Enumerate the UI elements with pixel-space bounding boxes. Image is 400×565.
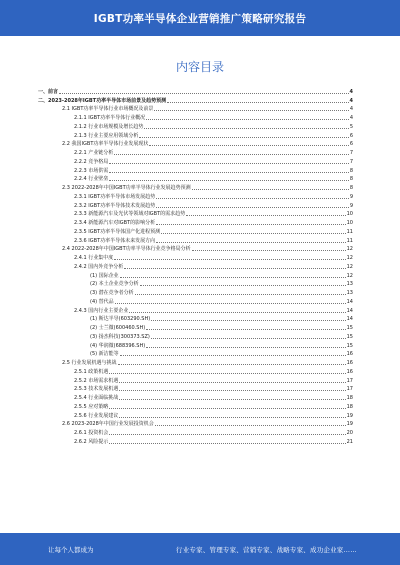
- toc-entry-page: 17: [346, 377, 353, 384]
- toc-entry[interactable]: [38, 427, 353, 436]
- toc-leader-dots: [146, 347, 345, 348]
- toc-entry[interactable]: [38, 191, 353, 200]
- toc-entry-page: 14: [346, 298, 353, 305]
- report-title: IGBT功率半导体企业营销推广策略研究报告: [93, 12, 307, 25]
- toc-entry[interactable]: [38, 340, 353, 349]
- toc-leader-dots: [119, 417, 345, 418]
- toc-entry-page: 18: [346, 403, 353, 410]
- toc-leader-dots: [109, 172, 349, 173]
- toc-entry[interactable]: [38, 112, 353, 121]
- toc-leader-dots: [167, 102, 348, 103]
- toc-leader-dots: [114, 154, 349, 155]
- toc-entry-label: 二、2023-2028年IGBT功率半导体市场前景及趋势预测: [38, 97, 167, 104]
- toc-entry-label: 2.6 2023-2028年中国行业发展投资机会: [62, 421, 154, 428]
- toc-leader-dots: [120, 277, 346, 278]
- toc-entry-label: 2.3.1 IGBT功率半导体市场发展趋势: [74, 193, 156, 200]
- toc-entry[interactable]: [38, 226, 353, 235]
- toc-leader-dots: [109, 180, 349, 181]
- toc-entry-page: 15: [346, 342, 353, 349]
- toc-entry[interactable]: [38, 86, 353, 95]
- toc-leader-dots: [146, 119, 349, 120]
- toc-entry[interactable]: [38, 279, 353, 288]
- toc-entry-label: 2.2.1 产业链分析: [74, 150, 114, 156]
- toc-entry[interactable]: [38, 209, 353, 218]
- toc-leader-dots: [114, 259, 345, 260]
- toc-entry[interactable]: [38, 392, 353, 401]
- toc-leader-dots: [119, 382, 345, 383]
- toc-entry[interactable]: [38, 331, 353, 340]
- toc-entry[interactable]: [38, 174, 353, 183]
- toc-entry-page: 8: [349, 167, 353, 174]
- toc-entry[interactable]: [38, 366, 353, 375]
- toc-leader-dots: [119, 399, 345, 400]
- toc-entry-page: 8: [349, 185, 353, 191]
- toc-leader-dots: [115, 303, 346, 304]
- toc-entry-label: 2.3.6 IGBT功率半导体未来发展方向: [74, 237, 156, 244]
- toc-title: 内容目录: [175, 60, 224, 74]
- toc-entry-page: 20: [346, 430, 353, 436]
- toc-entry-label: 2.5.3 技术发展机遇: [74, 386, 119, 393]
- toc-leader-dots: [140, 285, 346, 286]
- toc-entry-page: 16: [346, 368, 353, 375]
- toc-leader-dots: [118, 364, 346, 365]
- toc-leader-dots: [139, 137, 348, 138]
- toc-entry-label: 2.6.2 风险提示: [74, 438, 109, 445]
- toc-entry[interactable]: [38, 252, 353, 261]
- toc-entry-page: 12: [346, 246, 353, 253]
- toc-entry-label: 2.1 IGBT功率半导体行业市场概况及前景: [62, 106, 154, 113]
- toc-entry-page: 17: [346, 386, 353, 393]
- toc-entry-label: 2.5.6 行业发展建议: [74, 412, 119, 419]
- toc-entry[interactable]: [38, 139, 353, 148]
- toc-entry-page: 12: [346, 263, 353, 270]
- toc-entry[interactable]: [38, 384, 353, 393]
- toc-entry-page: 21: [346, 438, 353, 445]
- toc-entry[interactable]: [38, 217, 353, 226]
- toc-leader-dots: [109, 373, 345, 374]
- toc-entry[interactable]: [38, 270, 353, 279]
- toc-leader-dots: [119, 390, 345, 391]
- toc-entry-label: 2.3 2022-2028年中国IGBT功率半导体行业发展趋势预测: [62, 185, 191, 191]
- toc-entry-label: 2.1.3 行业主要应用领域分析: [74, 132, 139, 139]
- toc-entry[interactable]: [38, 296, 353, 305]
- toc-entry-label: (2) 士兰微(600460.SH): [90, 325, 146, 331]
- toc-entry[interactable]: [38, 121, 353, 130]
- toc-leader-dots: [156, 198, 349, 199]
- toc-entry[interactable]: [38, 436, 353, 445]
- toc-entry[interactable]: [38, 95, 353, 104]
- toc-leader-dots: [156, 242, 345, 243]
- toc-entry-label: (1) 国际企业: [90, 272, 119, 279]
- toc-entry[interactable]: [38, 401, 353, 410]
- toc-entry-page: 14: [346, 316, 353, 323]
- toc-entry-page: 18: [346, 395, 353, 401]
- toc-entry-label: 2.5 行业发展机遇与挑战: [62, 360, 117, 366]
- toc-entry[interactable]: [38, 104, 353, 113]
- toc-entry-page: 6: [349, 141, 353, 148]
- toc-leader-dots: [109, 443, 345, 444]
- toc-leader-dots: [109, 434, 345, 435]
- toc-leader-dots: [109, 163, 349, 164]
- toc-leader-dots: [151, 338, 346, 339]
- toc-entry-label: 2.1.2 行业市场规模及增长趋势: [74, 123, 144, 130]
- toc-entry-label: 2.2 我国IGBT功率半导体行业发展现状: [62, 141, 149, 148]
- toc-entry-label: (2) 本土企业竞争分析: [90, 281, 139, 288]
- toc-entry-page: 10: [346, 211, 353, 218]
- toc-leader-dots: [192, 250, 346, 251]
- toc-leader-dots: [129, 312, 345, 313]
- toc-entry-page: 12: [346, 255, 353, 261]
- toc-leader-dots: [149, 145, 348, 146]
- toc-entry-page: 4: [349, 106, 353, 113]
- toc-entry[interactable]: [38, 375, 353, 384]
- toc-entry-page: 14: [346, 307, 353, 314]
- toc-entry-label: 2.3.5 IGBT功率半导体国产化进程预测: [74, 228, 161, 235]
- toc-leader-dots: [161, 233, 345, 234]
- toc-entry[interactable]: [38, 410, 353, 419]
- toc-entry[interactable]: [38, 305, 353, 314]
- toc-entry-page: 7: [349, 158, 353, 165]
- toc-entry-label: 2.5.2 市场需求机遇: [74, 377, 119, 384]
- page-footer: [0, 533, 400, 565]
- toc-entry[interactable]: [38, 244, 353, 253]
- toc-entry-page: 7: [349, 150, 353, 156]
- toc-leader-dots: [155, 425, 346, 426]
- toc-entry-label: (3) 扬杰科技(300373.SZ): [90, 333, 150, 340]
- table-of-contents: [38, 86, 353, 445]
- toc-leader-dots: [146, 329, 345, 330]
- footer-tagline: 行业专家、管理专家、营销专家、战略专家、成功企业家……: [176, 545, 357, 554]
- toc-entry[interactable]: [38, 235, 353, 244]
- toc-entry[interactable]: [38, 165, 353, 174]
- toc-entry-page: 10: [346, 220, 353, 226]
- toc-entry-label: 2.2.2 竞争格局: [74, 158, 109, 165]
- toc-entry-label: (3) 潜在竞争者分析: [90, 290, 134, 296]
- toc-entry[interactable]: [38, 182, 353, 191]
- toc-entry-label: 2.1.1 IGBT功率半导体行业概况: [74, 115, 146, 121]
- toc-leader-dots: [59, 93, 349, 94]
- toc-entry-page: 15: [346, 333, 353, 340]
- toc-entry[interactable]: [38, 357, 353, 366]
- toc-entry-label: 2.2.4 行业壁垒: [74, 176, 109, 183]
- footer-slogan: 让每个人都成为: [48, 545, 94, 554]
- toc-entry[interactable]: [38, 200, 353, 209]
- toc-entry-page: 13: [346, 281, 353, 288]
- toc-entry-page: 11: [346, 228, 353, 235]
- toc-entry[interactable]: [38, 261, 353, 270]
- toc-entry-page: 4: [349, 97, 353, 104]
- toc-entry-page: 13: [346, 290, 353, 296]
- toc-entry-page: 16: [346, 351, 353, 358]
- toc-leader-dots: [109, 408, 345, 409]
- toc-entry-page: 9: [349, 193, 353, 200]
- toc-entry[interactable]: [38, 130, 353, 139]
- toc-entry-page: 11: [346, 237, 353, 244]
- toc-entry-label: 2.4.3 国内行业主要企业: [74, 307, 129, 314]
- toc-entry[interactable]: [38, 349, 353, 358]
- toc-leader-dots: [144, 128, 348, 129]
- toc-leader-dots: [156, 224, 345, 225]
- toc-entry-label: (1) 斯达半导(603290.SH): [90, 316, 151, 323]
- toc-leader-dots: [156, 207, 349, 208]
- toc-entry-page: 4: [349, 88, 353, 95]
- toc-entry-page: 9: [349, 202, 353, 209]
- toc-entry-label: 2.3.2 IGBT功率半导体技术发展趋势: [74, 202, 156, 209]
- toc-entry[interactable]: [38, 147, 353, 156]
- toc-entry[interactable]: [38, 419, 353, 428]
- toc-entry-page: 4: [349, 115, 353, 121]
- toc-entry-label: (4) 华润微(688396.SH): [90, 342, 146, 349]
- toc-entry-label: 2.3.4 新能源汽车对IGBT的影响分析: [74, 220, 156, 226]
- toc-leader-dots: [135, 294, 346, 295]
- toc-leader-dots: [154, 110, 348, 111]
- toc-entry-label: 2.2.3 市场供需: [74, 167, 109, 174]
- toc-entry-label: 2.5.5 应对策略: [74, 403, 109, 410]
- toc-entry-label: 2.4.1 行业集中度: [74, 255, 114, 261]
- toc-entry[interactable]: [38, 287, 353, 296]
- toc-entry-label: 2.5.4 行业面临挑战: [74, 395, 119, 401]
- toc-entry[interactable]: [38, 156, 353, 165]
- toc-entry-page: 19: [346, 412, 353, 419]
- toc-leader-dots: [124, 268, 345, 269]
- toc-entry-page: 6: [349, 132, 353, 139]
- toc-entry-label: 一、前言: [38, 88, 59, 95]
- toc-entry-page: 8: [349, 176, 353, 183]
- toc-entry-label: 2.6.1 投资机会: [74, 430, 109, 436]
- toc-entry[interactable]: [38, 314, 353, 323]
- toc-entry-page: 15: [346, 325, 353, 331]
- toc-entry-label: 2.3.3 新能源汽车及光伏等领域对IGBT的需求趋势: [74, 211, 186, 218]
- report-header: [0, 0, 400, 36]
- toc-entry-page: 16: [346, 360, 353, 366]
- toc-entry-page: 19: [346, 421, 353, 428]
- toc-entry-label: 2.5.1 政策机遇: [74, 368, 109, 375]
- toc-entry[interactable]: [38, 322, 353, 331]
- toc-entry-label: (4) 替代品: [90, 298, 114, 305]
- toc-leader-dots: [151, 320, 345, 321]
- toc-entry-label: (5) 新洁能等: [90, 351, 119, 358]
- toc-leader-dots: [120, 355, 346, 356]
- toc-leader-dots: [192, 189, 349, 190]
- toc-entry-label: 2.4.2 国内外竞争分析: [74, 263, 124, 270]
- toc-entry-page: 12: [346, 272, 353, 279]
- toc-leader-dots: [186, 215, 345, 216]
- toc-entry-label: 2.4 2022-2028年中国IGBT功率半导体行业竞争格局分析: [62, 246, 191, 253]
- toc-entry-page: 5: [349, 123, 353, 130]
